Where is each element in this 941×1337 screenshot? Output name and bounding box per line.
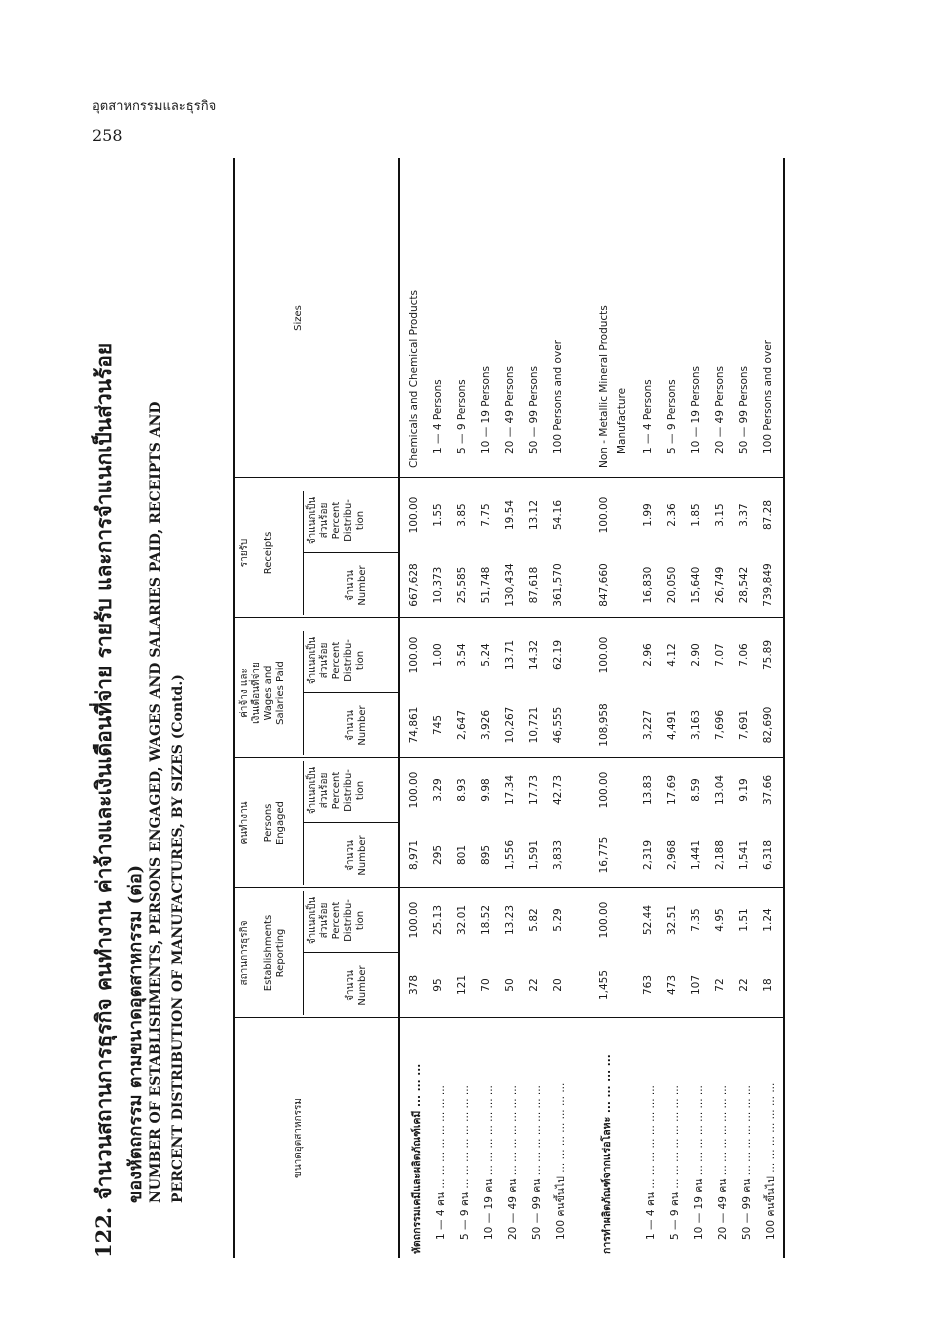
table-cell: 2,647 <box>456 709 468 741</box>
table-cell: 7.35 <box>690 908 702 932</box>
table-cell: 1.99 <box>642 503 654 527</box>
table-cell: 100.00 <box>598 636 610 674</box>
row-label-english: 50 — 99 Persons <box>528 366 540 454</box>
table-cell: 3.29 <box>432 778 444 802</box>
table-top-rule <box>233 158 235 1258</box>
table-cell: 18 <box>762 978 774 992</box>
table-cell: 13.04 <box>714 774 726 806</box>
section-label: อุตสาหกรรมและธุรกิจ <box>92 99 217 114</box>
table-cell: 4,491 <box>666 709 678 741</box>
table-cell: 100.00 <box>598 771 610 809</box>
table-cell: 1.00 <box>432 643 444 667</box>
row-label-english: 1 — 4 Persons <box>432 379 444 454</box>
table-cell: 2.36 <box>666 503 678 527</box>
table-cell: 19.54 <box>504 499 516 531</box>
subheader-number: จำนวน Number <box>345 835 368 876</box>
table-cell: 22 <box>738 978 750 992</box>
subheader-percent: จำแนกเป็น ส่วนร้อย Percent Distribu- tion <box>307 896 366 945</box>
table-cell: 13.23 <box>504 904 516 936</box>
row-label-english: 20 — 49 Persons <box>714 366 726 454</box>
table-cell: 100.00 <box>598 901 610 939</box>
table-cell: 7.07 <box>714 643 726 667</box>
row-label-thai: หัตถกรรมเคมีและผลิตภัณฑ์เคมี ... ... ... <box>411 1063 423 1254</box>
table-cell: 3.85 <box>456 503 468 527</box>
table-cell: 3,163 <box>690 709 702 741</box>
table-cell: 3.37 <box>738 503 750 527</box>
title-thai-line-1: 122. จำนวนสถานการธุรกิจ คนทำงาน ค่าจ้างและเงินเดือนที่จ่าย รายรับ และการจำแนกเป็นส่วนร้อย <box>91 342 116 1258</box>
group-header-english: Wages and Salaries Paid <box>263 661 286 725</box>
table-cell: 3,227 <box>642 709 654 741</box>
row-label-english: 5 — 9 Persons <box>456 379 468 454</box>
table-cell: 745 <box>432 714 444 736</box>
row-label-thai: 10 — 19 คน ... ... ... ... ... ... ... <box>693 1085 705 1240</box>
table-cell: 13.12 <box>528 499 540 531</box>
table-cell: 7,696 <box>714 709 726 741</box>
table-cell: 37.66 <box>762 774 774 806</box>
row-label-thai: 1 — 4 คน ... ... ... ... ... ... ... ... <box>435 1085 447 1240</box>
table-cell: 4.12 <box>666 643 678 667</box>
table-cell: 16,775 <box>598 836 610 874</box>
table-cell: 95 <box>432 978 444 992</box>
rotated-table-page <box>88 158 868 1258</box>
row-label-thai: 50 — 99 คน ... ... ... ... ... ... ... <box>531 1085 543 1240</box>
table-cell: 7.75 <box>480 503 492 527</box>
table-cell: 130,434 <box>504 563 516 607</box>
table-cell: 1,541 <box>738 839 750 871</box>
table-cell: 763 <box>642 974 654 996</box>
table-bottom-rule <box>783 158 785 1258</box>
header-size-thai: ขนาดอุตสาหกรรม <box>293 1098 304 1178</box>
table-cell: 15,640 <box>690 566 702 604</box>
table-cell: 25.13 <box>432 904 444 936</box>
row-label-thai: 1 — 4 คน ... ... ... ... ... ... ... ... <box>645 1085 657 1240</box>
table-cell: 9.19 <box>738 778 750 802</box>
table-cell: 28,542 <box>738 566 750 604</box>
row-label-english: 1 — 4 Persons <box>642 379 654 454</box>
table-cell: 2.96 <box>642 643 654 667</box>
table-cell: 100.00 <box>598 496 610 534</box>
table-cell: 52.44 <box>642 904 654 936</box>
group-header-thai: สถานการธุรกิจ <box>239 920 250 986</box>
table-cell: 87,618 <box>528 566 540 604</box>
row-label-thai: 100 คนขึ้นไป ... ... ... ... ... ... ... <box>765 1082 777 1240</box>
page-number: 258 <box>92 126 123 145</box>
table-cell: 10,373 <box>432 566 444 604</box>
group-header-english: Persons Engaged <box>263 801 286 845</box>
subheader-percent: จำแนกเป็น ส่วนร้อย Percent Distribu- tion <box>307 766 366 815</box>
table-cell: 9.98 <box>480 778 492 802</box>
table-cell: 8,971 <box>408 839 420 871</box>
table-cell: 17.34 <box>504 774 516 806</box>
subheader-number: จำนวน Number <box>345 965 368 1006</box>
table-cell: 42.73 <box>552 774 564 806</box>
table-cell: 17.69 <box>666 774 678 806</box>
row-label-english: 20 — 49 Persons <box>504 366 516 454</box>
table-cell: 3.54 <box>456 643 468 667</box>
row-label-english-cont: Manufacture <box>616 387 628 454</box>
subheader-percent: จำแนกเป็น ส่วนร้อย Percent Distribu- tion <box>307 496 366 545</box>
table-cell: 7,691 <box>738 709 750 741</box>
table-cell: 32.01 <box>456 904 468 936</box>
table-cell: 361,570 <box>552 563 564 607</box>
table-cell: 74,861 <box>408 706 420 744</box>
table-cell: 107 <box>690 974 702 996</box>
row-label-thai: 50 — 99 คน ... ... ... ... ... ... ... <box>741 1085 753 1240</box>
group-header-thai: คนทำงาน <box>239 801 250 845</box>
subheader-percent: จำแนกเป็น ส่วนร้อย Percent Distribu- tion <box>307 636 366 685</box>
table-cell: 7.06 <box>738 643 750 667</box>
row-label-english: Chemicals and Chemical Products <box>408 289 420 468</box>
subheader-number: จำนวน Number <box>345 705 368 746</box>
table-cell: 51,748 <box>480 566 492 604</box>
table-cell: 2,968 <box>666 839 678 871</box>
table-cell: 82,690 <box>762 706 774 744</box>
table-cell: 8.93 <box>456 778 468 802</box>
col-sep-right <box>233 477 783 478</box>
table-cell: 3,926 <box>480 709 492 741</box>
table-cell: 5.29 <box>552 908 564 932</box>
row-label-english: 5 — 9 Persons <box>666 379 678 454</box>
table-cell: 72 <box>714 978 726 992</box>
row-label-thai: 20 — 49 คน ... ... ... ... ... ... ... <box>717 1085 729 1240</box>
table-cell: 25,585 <box>456 566 468 604</box>
table-cell: 1,556 <box>504 839 516 871</box>
table-cell: 4.95 <box>714 908 726 932</box>
table-cell: 20,050 <box>666 566 678 604</box>
table-cell: 667,628 <box>408 563 420 607</box>
table-cell: 62.19 <box>552 639 564 671</box>
table-cell: 1,441 <box>690 839 702 871</box>
row-label-thai: 5 — 9 คน ... ... ... ... ... ... ... ... <box>669 1085 681 1240</box>
table-cell: 295 <box>432 844 444 866</box>
table-cell: 1.85 <box>690 503 702 527</box>
table-cell: 3.15 <box>714 503 726 527</box>
table-cell: 46,555 <box>552 706 564 744</box>
table-cell: 108,958 <box>598 703 610 747</box>
group-sub-rule <box>303 631 304 755</box>
table-cell: 6,318 <box>762 839 774 871</box>
table-cell: 100.00 <box>408 901 420 939</box>
table-cell: 1,455 <box>598 969 610 1001</box>
table-cell: 801 <box>456 844 468 866</box>
table-cell: 847,660 <box>598 563 610 607</box>
table-cell: 1,591 <box>528 839 540 871</box>
table-cell: 473 <box>666 974 678 996</box>
table-cell: 50 <box>504 978 516 992</box>
table-cell: 2,319 <box>642 839 654 871</box>
table-cell: 17.73 <box>528 774 540 806</box>
table-cell: 26,749 <box>714 566 726 604</box>
row-label-thai: 10 — 19 คน ... ... ... ... ... ... ... <box>483 1085 495 1240</box>
title-english-line-2: PERCENT DISTRIBUTION OF MANUFACTURES, BY SIZES (Contd.) <box>170 674 186 1203</box>
table-cell: 100.00 <box>408 771 420 809</box>
subheader-number: จำนวน Number <box>345 565 368 606</box>
table-cell: 16,830 <box>642 566 654 604</box>
table-cell: 1.51 <box>738 908 750 932</box>
table-cell: 1.24 <box>762 908 774 932</box>
group-sub-rule <box>303 761 304 885</box>
title-english-line-1: NUMBER OF ESTABLISHMENTS, PERSONS ENGAGED, WAGES AND SALARIES PAID, RECEIPTS AND <box>148 401 164 1203</box>
table-cell: 895 <box>480 844 492 866</box>
table-cell: 75.89 <box>762 639 774 671</box>
row-label-english: 100 Persons and over <box>762 340 774 454</box>
table-cell: 32.51 <box>666 904 678 936</box>
table-cell: 739,849 <box>762 563 774 607</box>
table-cell: 378 <box>408 974 420 996</box>
title-thai-line-2: ของหัตถกรรม ตามขนาดอุตสาหกรรม (ต่อ) <box>125 864 146 1203</box>
table-cell: 54.16 <box>552 499 564 531</box>
table-cell: 3,833 <box>552 839 564 871</box>
group-header-english: Establishments Reporting <box>263 914 286 992</box>
row-label-english: 50 — 99 Persons <box>738 366 750 454</box>
table-cell: 70 <box>480 978 492 992</box>
row-label-thai: การทำผลิตภัณฑ์จากแร่อโลหะ ... ... ... ... <box>601 1054 613 1254</box>
group-header-thai: ค่าจ้าง และ เงินเดือนที่จ่าย <box>239 662 262 724</box>
table-cell: 14.32 <box>528 639 540 671</box>
table-cell: 8.59 <box>690 778 702 802</box>
group-header-english: Receipts <box>263 531 274 575</box>
header-size-english: Sizes <box>293 305 304 331</box>
table-cell: 22 <box>528 978 540 992</box>
table-cell: 5.82 <box>528 908 540 932</box>
table-cell: 1.55 <box>432 503 444 527</box>
row-label-english: 10 — 19 Persons <box>480 366 492 454</box>
table-cell: 100.00 <box>408 496 420 534</box>
table-cell: 13.71 <box>504 639 516 671</box>
table-cell: 13.83 <box>642 774 654 806</box>
table-cell: 87.28 <box>762 499 774 531</box>
row-label-english: 10 — 19 Persons <box>690 366 702 454</box>
table-cell: 10,721 <box>528 706 540 744</box>
header-bottom-rule <box>398 158 400 1258</box>
row-label-english: 100 Persons and over <box>552 340 564 454</box>
group-sub-rule <box>303 491 304 615</box>
table-cell: 10,267 <box>504 706 516 744</box>
group-header-thai: รายรับ <box>239 538 250 568</box>
group-sub-rule <box>303 891 304 1015</box>
row-label-thai: 100 คนขึ้นไป ... ... ... ... ... ... ... <box>555 1082 567 1240</box>
table-cell: 2,188 <box>714 839 726 871</box>
table-cell: 20 <box>552 978 564 992</box>
table-cell: 5.24 <box>480 643 492 667</box>
row-label-thai: 20 — 49 คน ... ... ... ... ... ... ... <box>507 1085 519 1240</box>
row-label-thai: 5 — 9 คน ... ... ... ... ... ... ... ... <box>459 1085 471 1240</box>
table-cell: 121 <box>456 974 468 996</box>
row-label-english: Non - Metallic Mineral Products <box>598 305 610 468</box>
table-cell: 2.90 <box>690 643 702 667</box>
table-cell: 18.52 <box>480 904 492 936</box>
table-cell: 100.00 <box>408 636 420 674</box>
